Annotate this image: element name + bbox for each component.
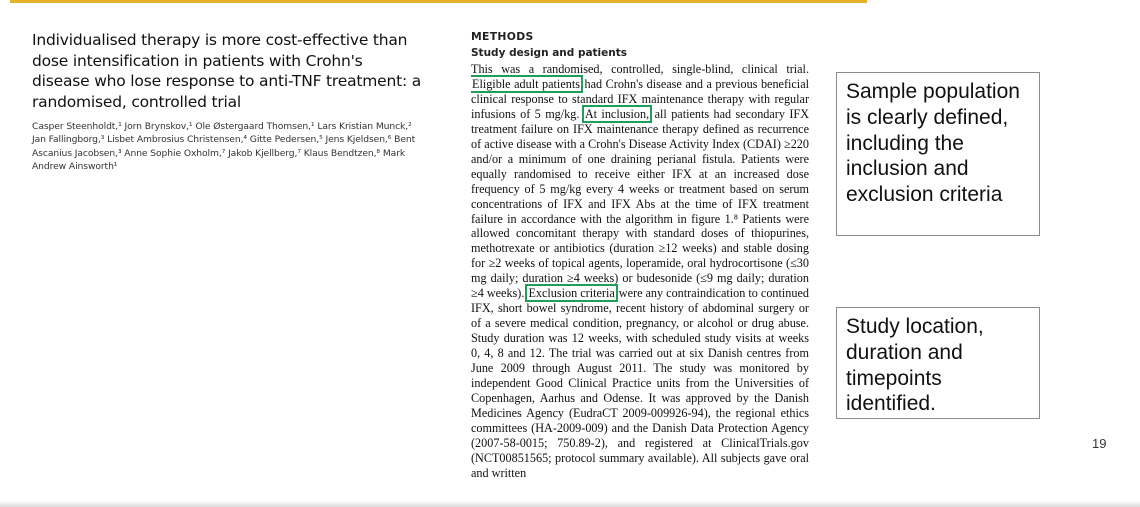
methods-text-1: This was a randomised, controlled, single-blind, clinical trial.: [471, 62, 809, 76]
methods-text-2: had Crohn's disease and a previous beneficial clinical response to standard IFX maintenance therapy with regular infusions of 5 mg/kg.: [471, 76, 809, 121]
methods-heading: METHODS: [471, 30, 534, 43]
highlight-at-inclusion: At inclusion,: [584, 106, 650, 121]
highlight-exclusion-criteria: Exclusion criteria: [528, 286, 615, 301]
article-title: Individualised therapy is more cost-effective than dose intensification in patients with Crohn's disease who lose response to anti-TNF treatment: a randomised, controlled trial: [32, 31, 422, 111]
top-accent-bar: [10, 0, 867, 3]
page-number: 19: [1092, 436, 1107, 451]
methods-text-3: all patients had secondary IFX treatment failure on IFX maintenance therapy defined as recurrence of active disease with a Crohn's Disease Activity Index (CDAI) ≥220 and/or a minimum of one draining perianal fistula. Patients were equally randomised to receive either IFX at an increased dose frequency of 5 mg/kg every 4 weeks or treatment based on serum concentrations of IFX and IFX Abs at the time of IFX treatment failure in accordance with the algorithm in figure 1.⁸ Patients were allowed concomitant therapy with standard doses of thiopurines, methotrexate or antibiotics (duration ≥12 weeks) and stable dosing for ≥2 weeks of topical agents, loperamide, oral hydrocortisone (≤30 mg daily; duration ≥4 weeks) or budesonide (≤9 mg daily; duration ≥4 weeks).: [471, 106, 809, 301]
study-design-subheading: Study design and patients: [471, 47, 628, 59]
annotation-study-location: Study location, duration and timepoints identified.: [836, 307, 1040, 419]
bottom-shadow: [0, 501, 1140, 507]
methods-text-4: were any contraindication to continued IFX, short bowel syndrome, recent history of abdominal surgery or of a severe medical condition, pregnancy, or alcohol or drug abuse. Study duration was 12 weeks, with scheduled study visits at weeks 0, 4, 8 and 12. The trial was carried out at six Danish centres from June 2009 through August 2011. The study was monitored by independent Good Clinical Practice units from the Universities of Copenhagen, Aarhus and Odense. It was approved by the Danish Medicines Agency (EudraCT 2009-009926-94), the regional ethics committees (HA-2009-009) and the Danish Data Protection Agency (2007-58-0015; 750.89-2), and registered at ClinicalTrials.gov (NCT00851565; protocol summary available). All subjects gave oral and written: [471, 286, 809, 480]
methods-paragraph: [471, 62, 809, 481]
methods-column: [471, 30, 809, 485]
highlight-eligible-patients: Eligible adult patients: [472, 76, 580, 91]
article-authors: Casper Steenholdt,¹ Jorn Brynskov,¹ Ole Østergaard Thomsen,¹ Lars Kristian Munck,² Jan Fallingborg,³ Lisbet Ambrosius Christensen,⁴ Gitte Pedersen,⁵ Jens Kjeldsen,⁶ Bent Ascanius Jacobsen,³ Anne Sophie Oxholm,⁷ Jakob Kjellberg,⁷ Klaus Bendtzen,⁸ Mark Andrew Ainsworth¹: [32, 121, 416, 172]
annotation-sample-population: Sample population is clearly defined, including the inclusion and exclusion criteria: [836, 72, 1040, 236]
